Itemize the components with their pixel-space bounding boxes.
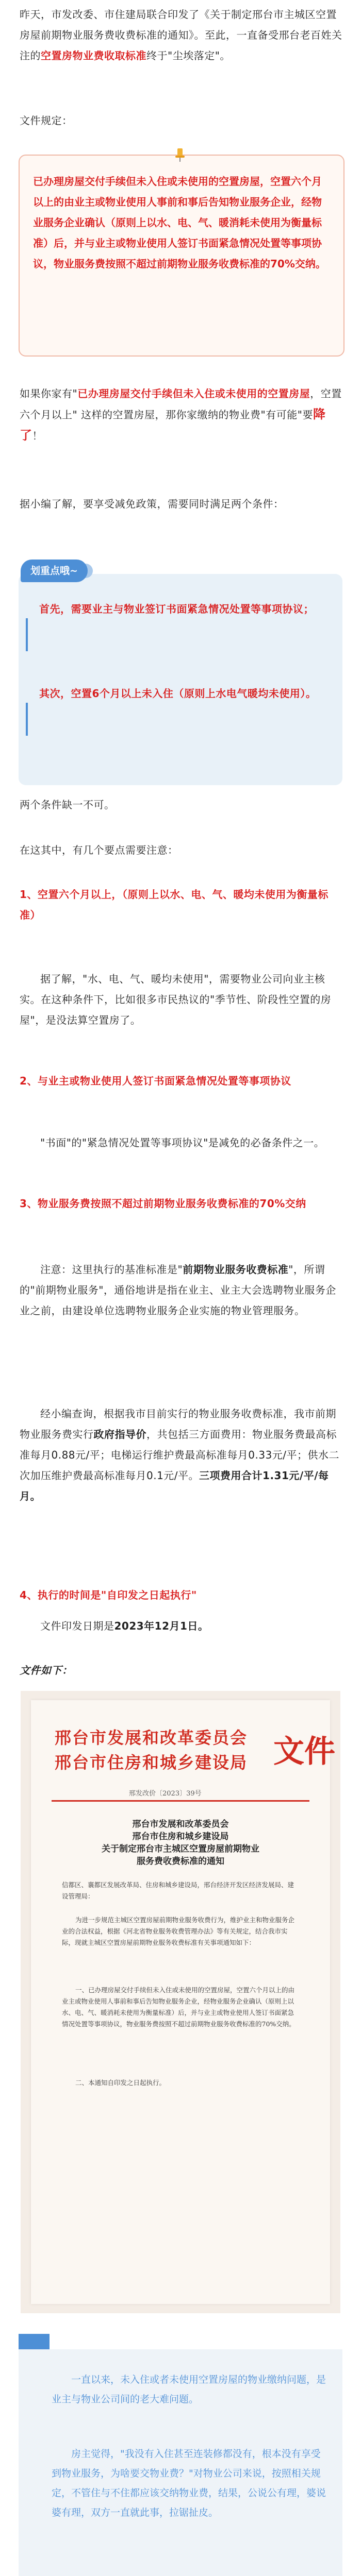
note-3-body-c xyxy=(20,1403,342,1506)
intro-text-end: 终于"尘埃落定"。 xyxy=(146,49,231,62)
note4-date: 2023年12月1日。 xyxy=(114,1620,209,1632)
document-title-1: 邢台市发展和改革委员会 xyxy=(132,1819,229,1829)
note-2-body: "书面"的"紧急情况处置等事项协议"是减免的必备条件之一。 xyxy=(40,1137,325,1149)
point-bar-1 xyxy=(26,618,28,651)
note3-bold-c: 政府指导价 xyxy=(93,1428,146,1440)
file-rule-label: 文件规定： xyxy=(20,114,73,127)
key-point-2: 其次，空置6个月以上未入住（原则上水电气暖均未使用）。 xyxy=(39,687,317,700)
note-2-heading: 2、与业主或物业使用人签订书面紧急情况处置等事项协议 xyxy=(20,1075,291,1087)
document-body-1: 为进一步规范主城区空置房屋前期物业服务收费行为，维护业主和物业服务企业的合法权益，根据《河北省物业服务收费管理办法》等有关规定，结合我市实际，现就主城区空置房屋前期物业服务收费标准有关事项通知如下： xyxy=(62,1916,295,1946)
key-point-1: 首先，需要业主与物业签订书面紧急情况处置等事项协议； xyxy=(39,603,314,615)
note3-text-b: "，所谓的"前期物业服务"，通俗地讲是指在业主、业主大会选聘物业服务企业之前，由建设单位选聘物业服务企业实施的物业管理服务。 xyxy=(20,1263,336,1317)
closing-paragraph-1: 一直以来，未入住或者未使用空置房屋的物业缴纳问题，是业主与物业公司间的老大难问题。 xyxy=(52,2374,326,2405)
para2-text-end: ！ xyxy=(32,430,43,442)
note3-text: 注意：这里执行的基准标准是" xyxy=(40,1263,183,1276)
document-header-1: 邢台市发展和改革委员会 xyxy=(55,1728,248,1748)
note-4-heading: 4、执行的时间是"自印发之日起执行" xyxy=(20,1589,197,1601)
key-points-badge: 划重点哦~ xyxy=(21,560,88,582)
paragraph-5: 在这其中，有几个要点需要注意： xyxy=(20,844,178,856)
para2-text: 如果你家有" xyxy=(20,387,78,400)
closing-paragraph-2: 房主觉得，"我没有入住甚至连装修都没有，根本没有享受到物业服务，为啥要交物业费？"对物业公司来说，按照相关规定，不管住与不住都应该交纳物业费，结果，公说公有理，婆说婆有理，双方一直就此事，拉锯扯皮。 xyxy=(52,2448,326,2518)
note-1-heading: 1、空置六个月以上，（原则上以水、电、气、暖均未使用为衡量标准） xyxy=(20,888,329,921)
note-4-body xyxy=(20,1616,342,1636)
file-label: 文件如下： xyxy=(20,1664,73,1676)
intro-highlight: 空置房物业费收取标准 xyxy=(41,49,146,62)
paragraph-2 xyxy=(20,383,342,446)
para2-emph: 降了 xyxy=(20,407,326,443)
document-number: 邢发改价〔2023〕39号 xyxy=(129,1790,202,1798)
note3-text-d: ，共包括三方面费用：物业服务费最高标准每月0.88元/平；电梯运行维护费最高标准每月0.33元/平；供水二次加压维护费最高标准每月0.1元/平。 xyxy=(20,1428,340,1482)
para2-highlight: 已办理房屋交付手续但未入住或未使用的空置房屋 xyxy=(77,387,310,400)
point-bar-2 xyxy=(26,703,28,736)
document-header-suffix: 文件 xyxy=(273,1734,335,1770)
note3-bold: 前期物业服务收费标准 xyxy=(183,1263,289,1276)
document-recipients: 信都区、襄都区发展改革局、住房和城乡建设局，邢台经济开发区经济发展局、建设管理局： xyxy=(62,1881,294,1900)
document-title-4: 服务费收费标准的通知 xyxy=(137,1856,224,1867)
note3-text-c: 经小编查询，根据我市目前实行的物业服务收费标准，我市前期物业服务费实行 xyxy=(20,1408,336,1440)
note-3-body-a xyxy=(20,1259,342,1321)
document-title-2: 邢台市住房和城乡建设局 xyxy=(132,1832,229,1842)
note-3-heading: 3、物业服务费按照不超过前期物业服务收费标准的70%交纳 xyxy=(20,1197,306,1210)
document-body-3: 二、本通知自印发之日起执行。 xyxy=(75,2079,166,2087)
intro-text: 昨天，市发改委、市住建局联合印发了《关于制定邢台市主城区空置房屋前期物业服务费收费标准的通知》。至此，一直备受邢台老百姓关注的 xyxy=(20,8,342,62)
document-title-3: 关于制定邢台市主城区空置房屋前期物业 xyxy=(102,1844,259,1854)
para2-text-mid: ，空置六个月以上" 这样的空置房屋，那你家缴纳的物业费"有可能"要 xyxy=(20,387,342,421)
quote-text: 已办理房屋交付手续但未入住或未使用的空置房屋，空置六个月以上的由业主或物业使用人事前和事后告知物业服务企业，经物业服务企业确认（原则上以水、电、气、暖消耗未使用为衡量标准）后，并与业主或物业使用人签订书面紧急情况处置等事项协议，物业服务费按照不超过前期物业服务收费标准的70%交纳。 xyxy=(33,175,326,270)
pushpin-icon xyxy=(170,147,190,162)
paragraph-3: 据小编了解，要享受减免政策，需要同时满足两个条件： xyxy=(20,498,284,510)
note4-text: 文件印发日期是 xyxy=(40,1620,114,1632)
paragraph-4: 两个条件缺一不可。 xyxy=(20,799,115,811)
document-red-line xyxy=(52,1800,309,1802)
note3-total: 三项费用合计1.31元/平/每月。 xyxy=(20,1469,329,1502)
note-1-body: 据了解，"水、电、气、暖均未使用"，需要物业公司向业主核实。在这种条件下，比如很多市民热议的"季节性、阶段性空置的房屋"，是没法算空置房了。 xyxy=(20,973,332,1026)
intro-paragraph xyxy=(20,4,342,66)
document-body-2: 一、已办理房屋交付手续但未入住或未使用的空置房屋，空置六个月以上的由业主或物业使用人事前和事后告知物业服务企业，经物业服务企业确认（原则上以水、电、气、暖消耗未使用为衡量标准）后，并与业主或物业使用人签订书面紧急情况处置等事项协议，物业服务费按照不超过前期物业服务收费标准的70%交纳。 xyxy=(62,1986,296,2028)
document-header-2: 邢台市住房和城乡建设局 xyxy=(55,1753,248,1772)
